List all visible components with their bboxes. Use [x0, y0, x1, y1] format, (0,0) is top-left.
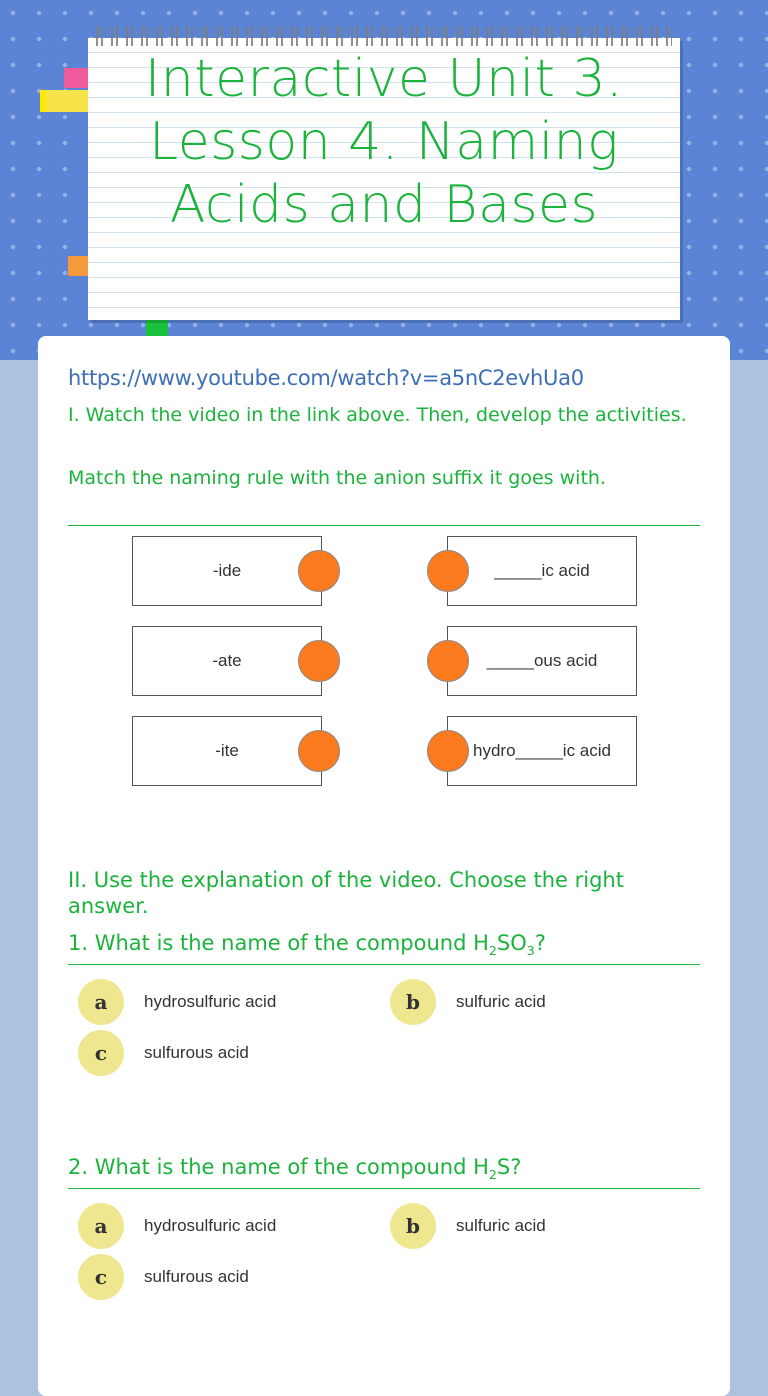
match-connector-dot[interactable]	[298, 550, 340, 592]
option-c-bubble[interactable]: c	[78, 1254, 124, 1300]
match-right-item[interactable]: _____ic acid	[447, 536, 637, 606]
instruction-2: II. Use the explanation of the video. Choose the right answer.	[68, 868, 624, 918]
match-connector-dot[interactable]	[427, 730, 469, 772]
option-c-label[interactable]: sulfurous acid	[144, 1043, 249, 1062]
header-banner	[0, 0, 768, 360]
option-a-label[interactable]: hydrosulfuric acid	[144, 1216, 277, 1235]
option-b-label[interactable]: sulfuric acid	[456, 1216, 546, 1235]
divider	[68, 525, 700, 526]
match-right-item[interactable]: _____ous acid	[447, 626, 637, 696]
question-1: 1. What is the name of the compound $H_2SO_3$?	[68, 931, 546, 959]
video-link[interactable]: https://www.youtube.com/watch?v=a5nC2evhUa0	[68, 366, 584, 390]
option-a-label[interactable]: hydrosulfuric acid	[144, 992, 277, 1011]
match-connector-dot[interactable]	[427, 550, 469, 592]
match-left-item[interactable]: -ide	[132, 536, 322, 606]
match-right-item[interactable]: hydro_____ic acid	[447, 716, 637, 786]
option-b-bubble[interactable]: b	[390, 979, 436, 1025]
instruction-1: I. Watch the video in the link above. Then, develop the activities.	[68, 404, 687, 426]
notebook-tab-yellow	[40, 90, 94, 112]
notebook-tab-pink	[64, 68, 88, 88]
match-prompt: Match the naming rule with the anion suffix it goes with.	[68, 467, 606, 489]
match-connector-dot[interactable]	[298, 730, 340, 772]
spiral-rings-icon	[96, 26, 672, 46]
option-c-label[interactable]: sulfurous acid	[144, 1267, 249, 1286]
notebook-paper	[88, 38, 680, 320]
match-connector-dot[interactable]	[427, 640, 469, 682]
option-b-label[interactable]: sulfuric acid	[456, 992, 546, 1011]
match-connector-dot[interactable]	[298, 640, 340, 682]
option-a-bubble[interactable]: a	[78, 1203, 124, 1249]
notebook-tab-orange	[68, 256, 88, 276]
match-left-item[interactable]: -ite	[132, 716, 322, 786]
question-2: 2. What is the name of the compound $H_2S$?	[68, 1155, 522, 1183]
option-c-bubble[interactable]: c	[78, 1030, 124, 1076]
divider	[68, 964, 700, 965]
page-title: Interactive Unit 3. Lesson 4. Naming Acids and Bases	[144, 49, 624, 235]
worksheet-card	[38, 336, 730, 1396]
match-left-item[interactable]: -ate	[132, 626, 322, 696]
option-a-bubble[interactable]: a	[78, 979, 124, 1025]
option-b-bubble[interactable]: b	[390, 1203, 436, 1249]
divider	[68, 1188, 700, 1189]
